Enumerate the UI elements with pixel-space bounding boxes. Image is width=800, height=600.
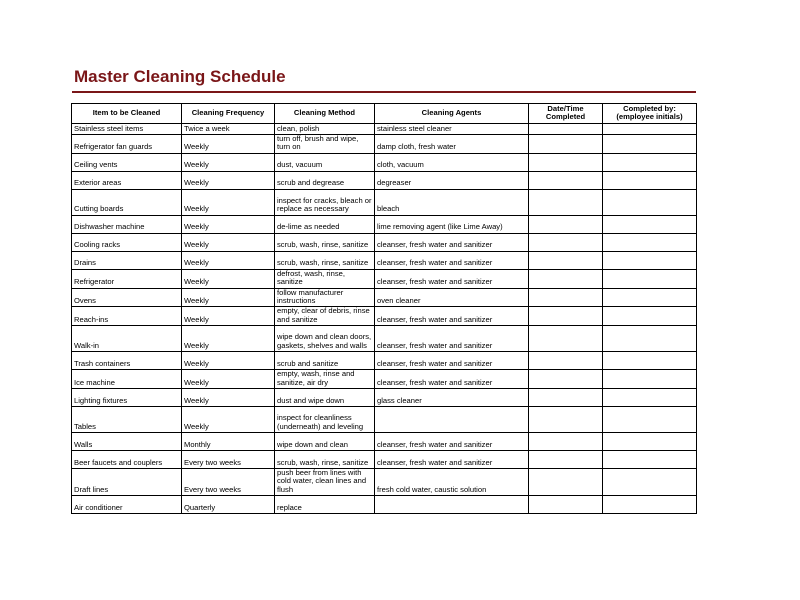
date-time-cell[interactable] — [529, 135, 603, 154]
frequency-cell: Weekly — [182, 153, 275, 171]
table-header-row — [72, 104, 697, 124]
agents-cell: glass cleaner — [375, 389, 529, 407]
date-time-cell[interactable] — [529, 251, 603, 269]
table-row — [72, 451, 697, 469]
agents-cell: cleanser, fresh water and sanitizer — [375, 269, 529, 288]
table-row — [72, 288, 697, 307]
date-time-cell[interactable] — [529, 469, 603, 496]
frequency-cell: Weekly — [182, 189, 275, 215]
item-cell: Refrigerator — [72, 269, 182, 288]
date-time-cell[interactable] — [529, 370, 603, 389]
initials-cell[interactable] — [603, 389, 697, 407]
date-time-cell[interactable] — [529, 153, 603, 171]
frequency-cell: Weekly — [182, 288, 275, 307]
initials-cell[interactable] — [603, 370, 697, 389]
column-header-agents: Cleaning Agents — [375, 104, 529, 124]
date-time-cell[interactable] — [529, 326, 603, 352]
frequency-cell: Weekly — [182, 407, 275, 433]
table-row — [72, 469, 697, 496]
date-time-cell[interactable] — [529, 171, 603, 189]
agents-cell: cleanser, fresh water and sanitizer — [375, 370, 529, 389]
item-cell: Reach-ins — [72, 307, 182, 326]
frequency-cell: Weekly — [182, 269, 275, 288]
method-cell: turn off, brush and wipe, turn on — [275, 135, 375, 154]
method-cell: empty, clear of debris, rinse and sanitize — [275, 307, 375, 326]
frequency-cell: Weekly — [182, 171, 275, 189]
frequency-cell: Every two weeks — [182, 451, 275, 469]
method-cell: clean, polish — [275, 124, 375, 135]
column-header-item: Item to be Cleaned — [72, 104, 182, 124]
item-cell: Draft lines — [72, 469, 182, 496]
method-cell: scrub, wash, rinse, sanitize — [275, 451, 375, 469]
agents-cell: bleach — [375, 189, 529, 215]
table-row — [72, 124, 697, 135]
item-cell: Stainless steel items — [72, 124, 182, 135]
table-row — [72, 352, 697, 370]
method-cell: dust, vacuum — [275, 153, 375, 171]
initials-cell[interactable] — [603, 288, 697, 307]
method-cell: replace — [275, 496, 375, 514]
date-time-cell[interactable] — [529, 288, 603, 307]
item-cell: Walls — [72, 433, 182, 451]
agents-cell: cleanser, fresh water and sanitizer — [375, 352, 529, 370]
agents-cell — [375, 496, 529, 514]
agents-cell: stainless steel cleaner — [375, 124, 529, 135]
item-cell: Air conditioner — [72, 496, 182, 514]
agents-cell: cleanser, fresh water and sanitizer — [375, 451, 529, 469]
initials-cell[interactable] — [603, 233, 697, 251]
item-cell: Refrigerator fan guards — [72, 135, 182, 154]
table-row — [72, 433, 697, 451]
method-cell: push beer from lines with cold water, clean lines and flush — [275, 469, 375, 496]
initials-cell[interactable] — [603, 189, 697, 215]
frequency-cell: Weekly — [182, 389, 275, 407]
column-header-initials: Completed by: (employee initials) — [603, 104, 697, 124]
agents-cell: lime removing agent (like Lime Away) — [375, 215, 529, 233]
date-time-cell[interactable] — [529, 124, 603, 135]
frequency-cell: Weekly — [182, 307, 275, 326]
item-cell: Dishwasher machine — [72, 215, 182, 233]
table-row — [72, 135, 697, 154]
page-title: Master Cleaning Schedule — [74, 67, 286, 86]
table-row — [72, 215, 697, 233]
initials-cell[interactable] — [603, 251, 697, 269]
item-cell: Beer faucets and couplers — [72, 451, 182, 469]
date-time-cell[interactable] — [529, 233, 603, 251]
agents-cell — [375, 407, 529, 433]
agents-cell: degreaser — [375, 171, 529, 189]
table-row — [72, 389, 697, 407]
cleaning-schedule-table — [71, 103, 697, 514]
method-cell: scrub, wash, rinse, sanitize — [275, 233, 375, 251]
initials-cell[interactable] — [603, 326, 697, 352]
table-row — [72, 269, 697, 288]
frequency-cell: Weekly — [182, 326, 275, 352]
item-cell: Ice machine — [72, 370, 182, 389]
date-time-cell[interactable] — [529, 307, 603, 326]
item-cell: Tables — [72, 407, 182, 433]
date-time-cell[interactable] — [529, 451, 603, 469]
table-row — [72, 496, 697, 514]
table-row — [72, 189, 697, 215]
agents-cell: cleanser, fresh water and sanitizer — [375, 433, 529, 451]
table-row — [72, 326, 697, 352]
item-cell: Ceiling vents — [72, 153, 182, 171]
table-row — [72, 171, 697, 189]
initials-cell[interactable] — [603, 135, 697, 154]
date-time-cell[interactable] — [529, 433, 603, 451]
column-header-date-time: Date/Time Completed — [529, 104, 603, 124]
method-cell: defrost, wash, rinse, sanitize — [275, 269, 375, 288]
item-cell: Trash containers — [72, 352, 182, 370]
frequency-cell: Weekly — [182, 352, 275, 370]
initials-cell[interactable] — [603, 269, 697, 288]
agents-cell: cleanser, fresh water and sanitizer — [375, 307, 529, 326]
initials-cell[interactable] — [603, 352, 697, 370]
item-cell: Drains — [72, 251, 182, 269]
method-cell: follow manufacturer instructions — [275, 288, 375, 307]
method-cell: scrub, wash, rinse, sanitize — [275, 251, 375, 269]
agents-cell: cleanser, fresh water and sanitizer — [375, 251, 529, 269]
date-time-cell[interactable] — [529, 189, 603, 215]
table-row — [72, 153, 697, 171]
frequency-cell: Weekly — [182, 215, 275, 233]
item-cell: Cutting boards — [72, 189, 182, 215]
frequency-cell: Quarterly — [182, 496, 275, 514]
method-cell: inspect for cleanliness (underneath) and leveling — [275, 407, 375, 433]
table-row — [72, 251, 697, 269]
agents-cell: cleanser, fresh water and sanitizer — [375, 233, 529, 251]
method-cell: scrub and degrease — [275, 171, 375, 189]
agents-cell: fresh cold water, caustic solution — [375, 469, 529, 496]
date-time-cell[interactable] — [529, 352, 603, 370]
date-time-cell[interactable] — [529, 215, 603, 233]
agents-cell: oven cleaner — [375, 288, 529, 307]
initials-cell[interactable] — [603, 215, 697, 233]
title-underline — [72, 91, 696, 93]
date-time-cell[interactable] — [529, 389, 603, 407]
frequency-cell: Weekly — [182, 233, 275, 251]
item-cell: Lighting fixtures — [72, 389, 182, 407]
frequency-cell: Weekly — [182, 251, 275, 269]
method-cell: wipe down and clean — [275, 433, 375, 451]
method-cell: empty, wash, rinse and sanitize, air dry — [275, 370, 375, 389]
initials-cell[interactable] — [603, 407, 697, 433]
initials-cell[interactable] — [603, 307, 697, 326]
agents-cell: cleanser, fresh water and sanitizer — [375, 326, 529, 352]
frequency-cell: Weekly — [182, 135, 275, 154]
agents-cell: damp cloth, fresh water — [375, 135, 529, 154]
column-header-method: Cleaning Method — [275, 104, 375, 124]
date-time-cell[interactable] — [529, 407, 603, 433]
item-cell: Walk-in — [72, 326, 182, 352]
method-cell: inspect for cracks, bleach or replace as necessary — [275, 189, 375, 215]
item-cell: Ovens — [72, 288, 182, 307]
date-time-cell[interactable] — [529, 496, 603, 514]
method-cell: wipe down and clean doors, gaskets, shelves and walls — [275, 326, 375, 352]
frequency-cell: Twice a week — [182, 124, 275, 135]
initials-cell[interactable] — [603, 496, 697, 514]
method-cell: dust and wipe down — [275, 389, 375, 407]
method-cell: scrub and sanitize — [275, 352, 375, 370]
frequency-cell: Every two weeks — [182, 469, 275, 496]
table-row — [72, 307, 697, 326]
initials-cell[interactable] — [603, 153, 697, 171]
item-cell: Cooling racks — [72, 233, 182, 251]
agents-cell: cloth, vacuum — [375, 153, 529, 171]
initials-cell[interactable] — [603, 433, 697, 451]
item-cell: Exterior areas — [72, 171, 182, 189]
initials-cell[interactable] — [603, 124, 697, 135]
method-cell: de-lime as needed — [275, 215, 375, 233]
frequency-cell: Monthly — [182, 433, 275, 451]
date-time-cell[interactable] — [529, 269, 603, 288]
initials-cell[interactable] — [603, 451, 697, 469]
table-row — [72, 407, 697, 433]
initials-cell[interactable] — [603, 171, 697, 189]
table-row — [72, 233, 697, 251]
frequency-cell: Weekly — [182, 370, 275, 389]
initials-cell[interactable] — [603, 469, 697, 496]
table-row — [72, 370, 697, 389]
column-header-frequency: Cleaning Frequency — [182, 104, 275, 124]
